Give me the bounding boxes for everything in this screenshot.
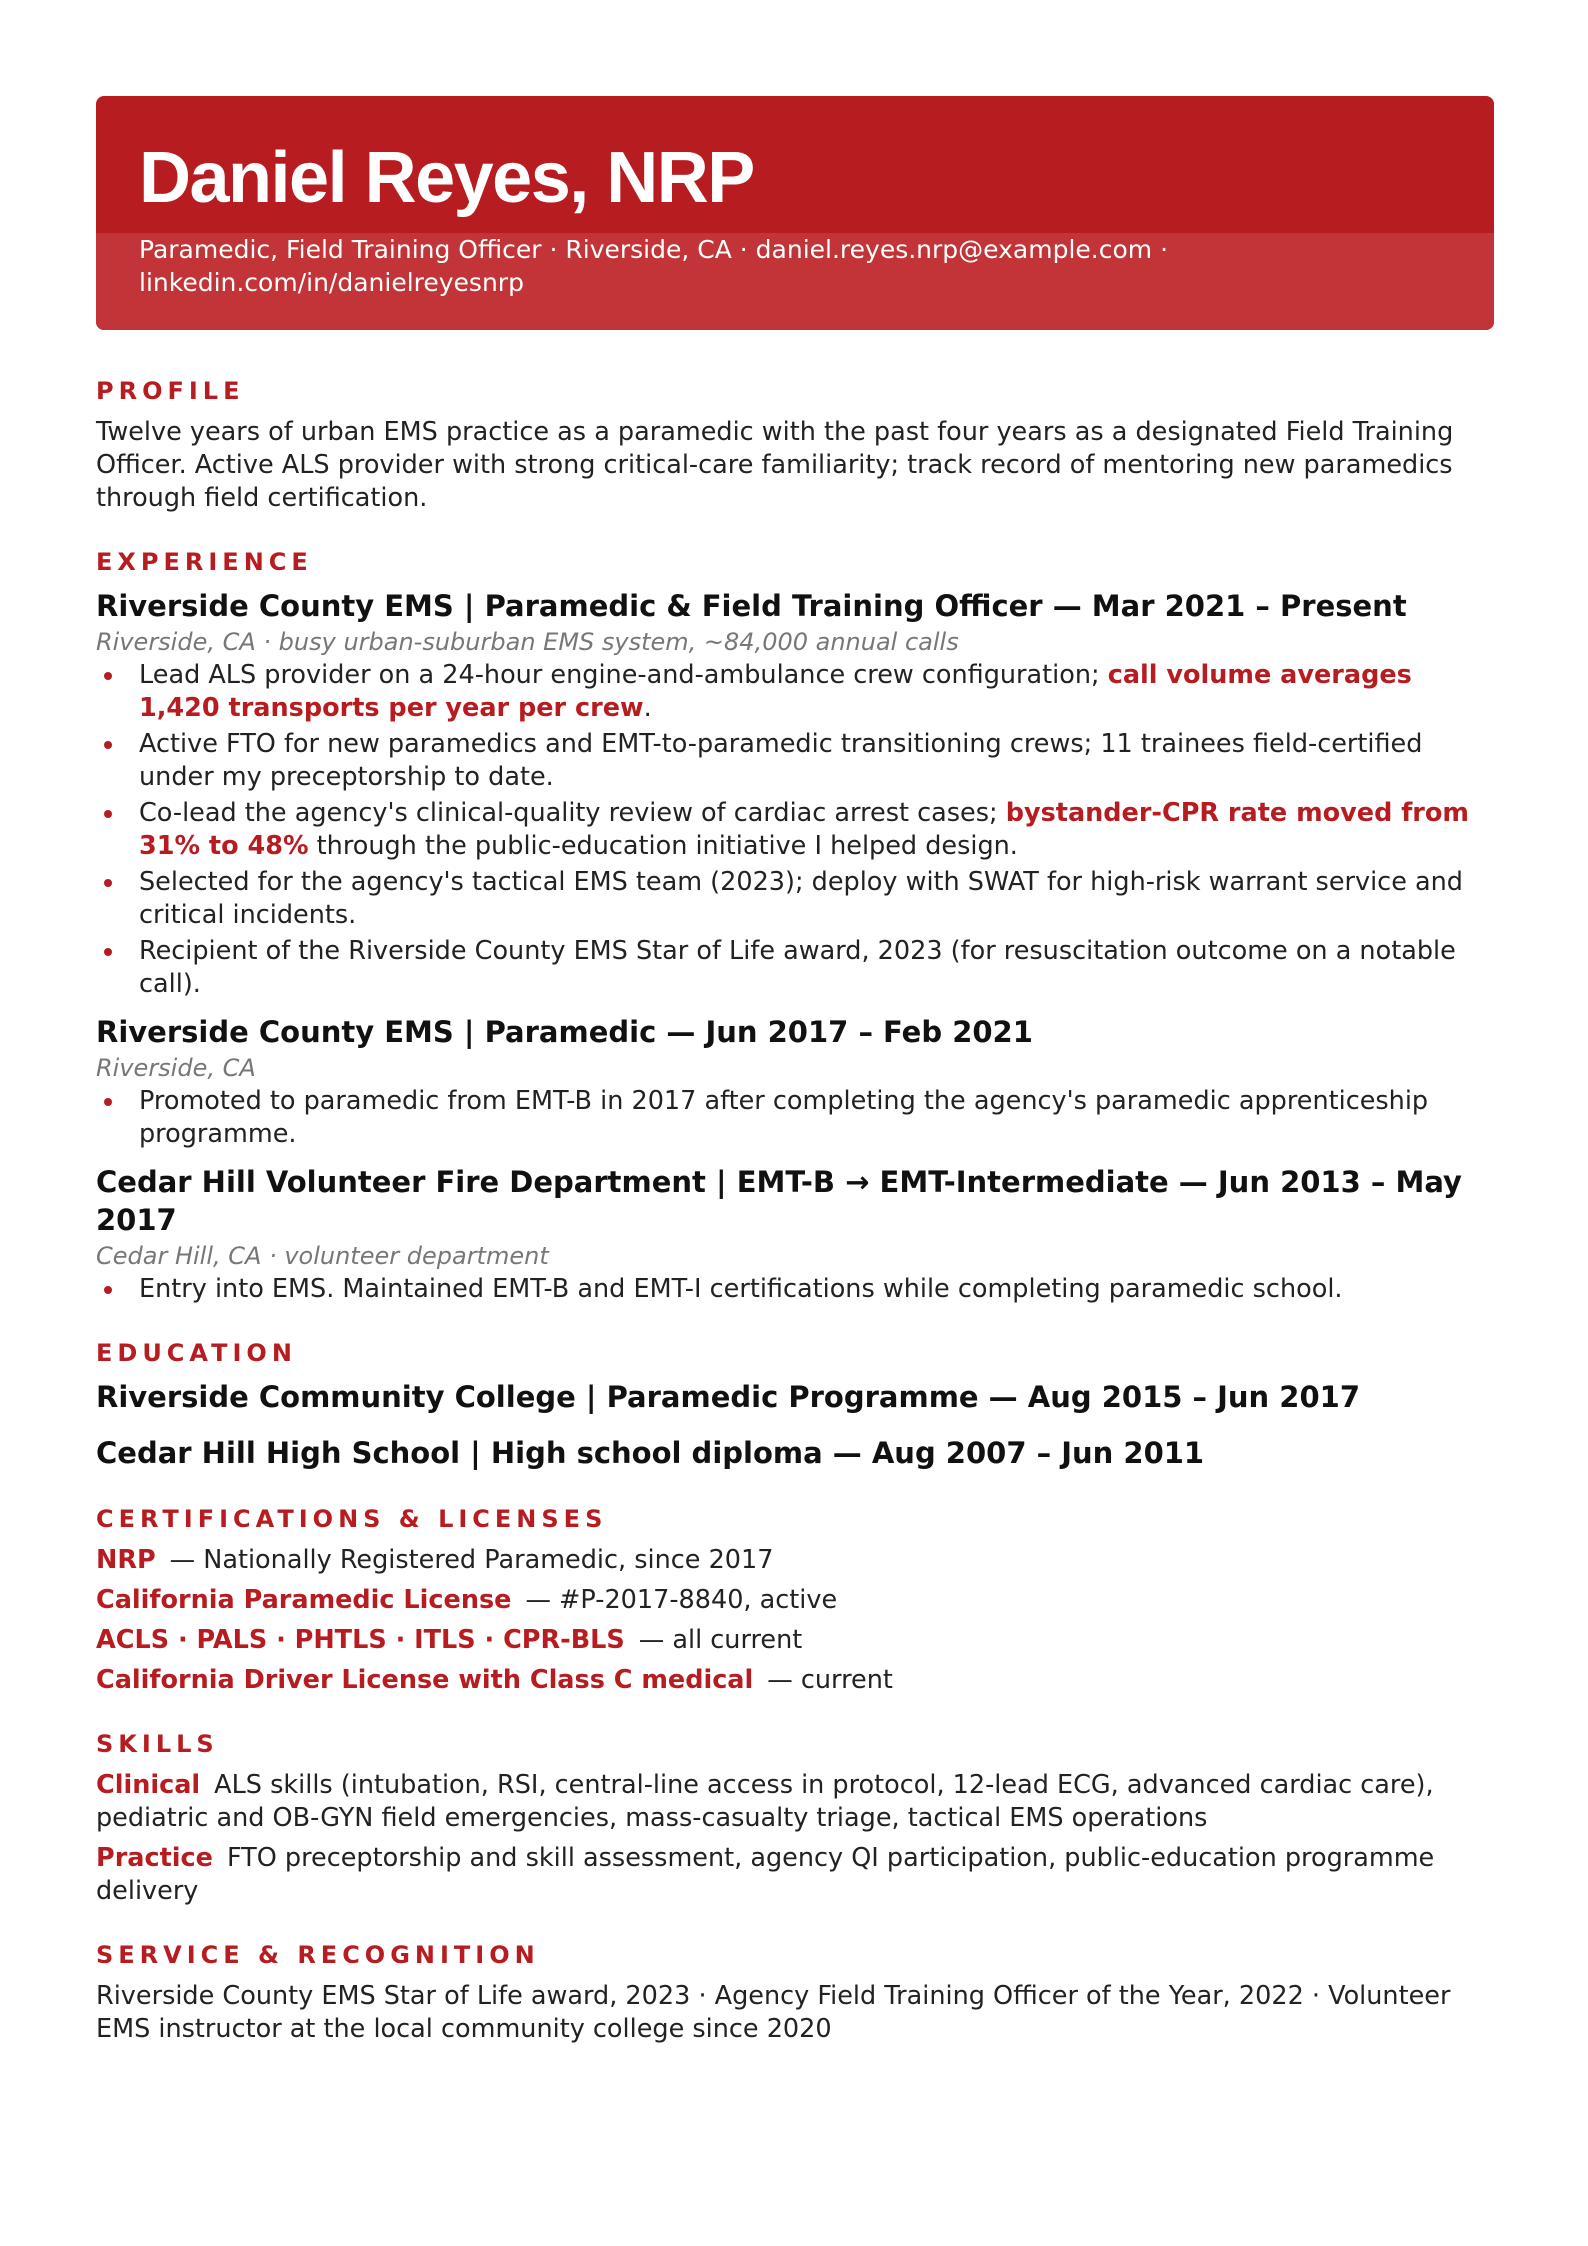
- certification-item: [96, 1584, 1496, 1617]
- job-bullet: Lead ALS provider on a 24-hour engine-and-ambulance crew configuration; call volume averages 1,420 transports per year per crew.: [96, 659, 1496, 725]
- resume-header: [96, 96, 1494, 330]
- certifications-section: [96, 1502, 1496, 1697]
- certification-item: [96, 1624, 1496, 1657]
- section-title-experience: EXPERIENCE: [96, 548, 313, 576]
- job-entry: [96, 1163, 1496, 1306]
- skill-label: Clinical: [96, 1770, 201, 1800]
- resume-content: [96, 374, 1496, 2076]
- certification-detail: — Nationally Registered Paramedic, since 2017: [169, 1545, 774, 1575]
- highlight-text: bystander-CPR rate moved from 31% to 48%: [139, 798, 1469, 861]
- job-bullet: Entry into EMS. Maintained EMT-B and EMT-I certifications while completing paramedic school.: [96, 1273, 1496, 1306]
- job-heading: Riverside County EMS | Paramedic & Field Training Officer — Mar 2021 – Present: [96, 589, 1407, 623]
- certification-item: [96, 1664, 1496, 1697]
- education-section: [96, 1336, 1496, 1472]
- skill-text: ALS skills (intubation, RSI, central-line access in protocol, 12-lead ECG, advanced cardiac care), pediatric and OB-GYN field emergencies, mass-casualty triage, tactical EMS operations: [96, 1770, 1434, 1833]
- job-bullets: [96, 1273, 1496, 1306]
- section-title-certifications: CERTIFICATIONS & LICENSES: [96, 1505, 608, 1533]
- certification-detail: — #P-2017-8840, active: [525, 1585, 838, 1615]
- candidate-name: Daniel Reyes, NRP: [139, 138, 754, 218]
- job-bullet: Active FTO for new paramedics and EMT-to-paramedic transitioning crews; 11 trainees field-certified under my preceptorship to date.: [96, 728, 1496, 794]
- job-heading: Riverside County EMS | Paramedic — Jun 2017 – Feb 2021: [96, 1015, 1033, 1049]
- job-entry: [96, 587, 1496, 1001]
- certification-name: California Paramedic License: [96, 1585, 512, 1615]
- service-text: Riverside County EMS Star of Life award, 2023 · Agency Field Training Officer of the Year, 2022 · Volunteer EMS instructor at the local community college since 2020: [96, 1981, 1451, 2044]
- skill-item: [96, 1842, 1496, 1908]
- profile-section: [96, 374, 1496, 515]
- education-item: Riverside Community College | Paramedic Programme — Aug 2015 – Jun 2017: [96, 1380, 1361, 1414]
- certification-name: California Driver License with Class C medical: [96, 1665, 754, 1695]
- job-bullet: Promoted to paramedic from EMT-B in 2017 after completing the agency's paramedic apprenticeship programme.: [96, 1085, 1496, 1151]
- job-bullet: Recipient of the Riverside County EMS Star of Life award, 2023 (for resuscitation outcome on a notable call).: [96, 935, 1496, 1001]
- section-title-service: SERVICE & RECOGNITION: [96, 1941, 540, 1969]
- certification-name: ACLS · PALS · PHTLS · ITLS · CPR-BLS: [96, 1625, 625, 1655]
- certification-detail: — all current: [638, 1625, 803, 1655]
- skill-label: Practice: [96, 1843, 213, 1873]
- job-heading: Cedar Hill Volunteer Fire Department | EMT-B → EMT-Intermediate — Jun 2013 – May 2017: [96, 1165, 1462, 1237]
- education-item: Cedar Hill High School | High school diploma — Aug 2007 – Jun 2011: [96, 1436, 1205, 1470]
- certification-detail: — current: [767, 1665, 893, 1695]
- certification-name: NRP: [96, 1545, 156, 1575]
- job-bullet: Selected for the agency's tactical EMS team (2023); deploy with SWAT for high-risk warrant service and critical incidents.: [96, 866, 1496, 932]
- section-title-profile: PROFILE: [96, 377, 245, 405]
- job-meta: Riverside, CA: [96, 1054, 256, 1082]
- contact-line: Paramedic, Field Training Officer · Riverside, CA · daniel.reyes.nrp@example.com · linkedin.com/in/danielreyesnrp: [139, 235, 1169, 297]
- section-title-skills: SKILLS: [96, 1730, 219, 1758]
- job-bullets: [96, 659, 1496, 1001]
- section-title-education: EDUCATION: [96, 1339, 297, 1367]
- skill-item: [96, 1769, 1496, 1835]
- job-meta: Cedar Hill, CA · volunteer department: [96, 1242, 549, 1270]
- highlight-text: call volume averages 1,420 transports per year per crew: [139, 660, 1412, 723]
- skills-section: [96, 1727, 1496, 1908]
- skill-text: FTO preceptorship and skill assessment, agency QI participation, public-education programme delivery: [96, 1843, 1435, 1906]
- certification-item: [96, 1544, 1496, 1577]
- profile-text: Twelve years of urban EMS practice as a paramedic with the past four years as a designated Field Training Officer. Active ALS provider with strong critical-care familiarity; track record of mentoring new paramedics through field certification.: [96, 417, 1454, 513]
- experience-section: [96, 545, 1496, 1306]
- service-section: [96, 1938, 1496, 2046]
- job-bullets: [96, 1085, 1496, 1151]
- job-meta: Riverside, CA · busy urban-suburban EMS system, ~84,000 annual calls: [96, 628, 959, 656]
- job-bullet: Co-lead the agency's clinical-quality review of cardiac arrest cases; bystander-CPR rate moved from 31% to 48% through the public-education initiative I helped design.: [96, 797, 1496, 863]
- job-entry: [96, 1013, 1496, 1151]
